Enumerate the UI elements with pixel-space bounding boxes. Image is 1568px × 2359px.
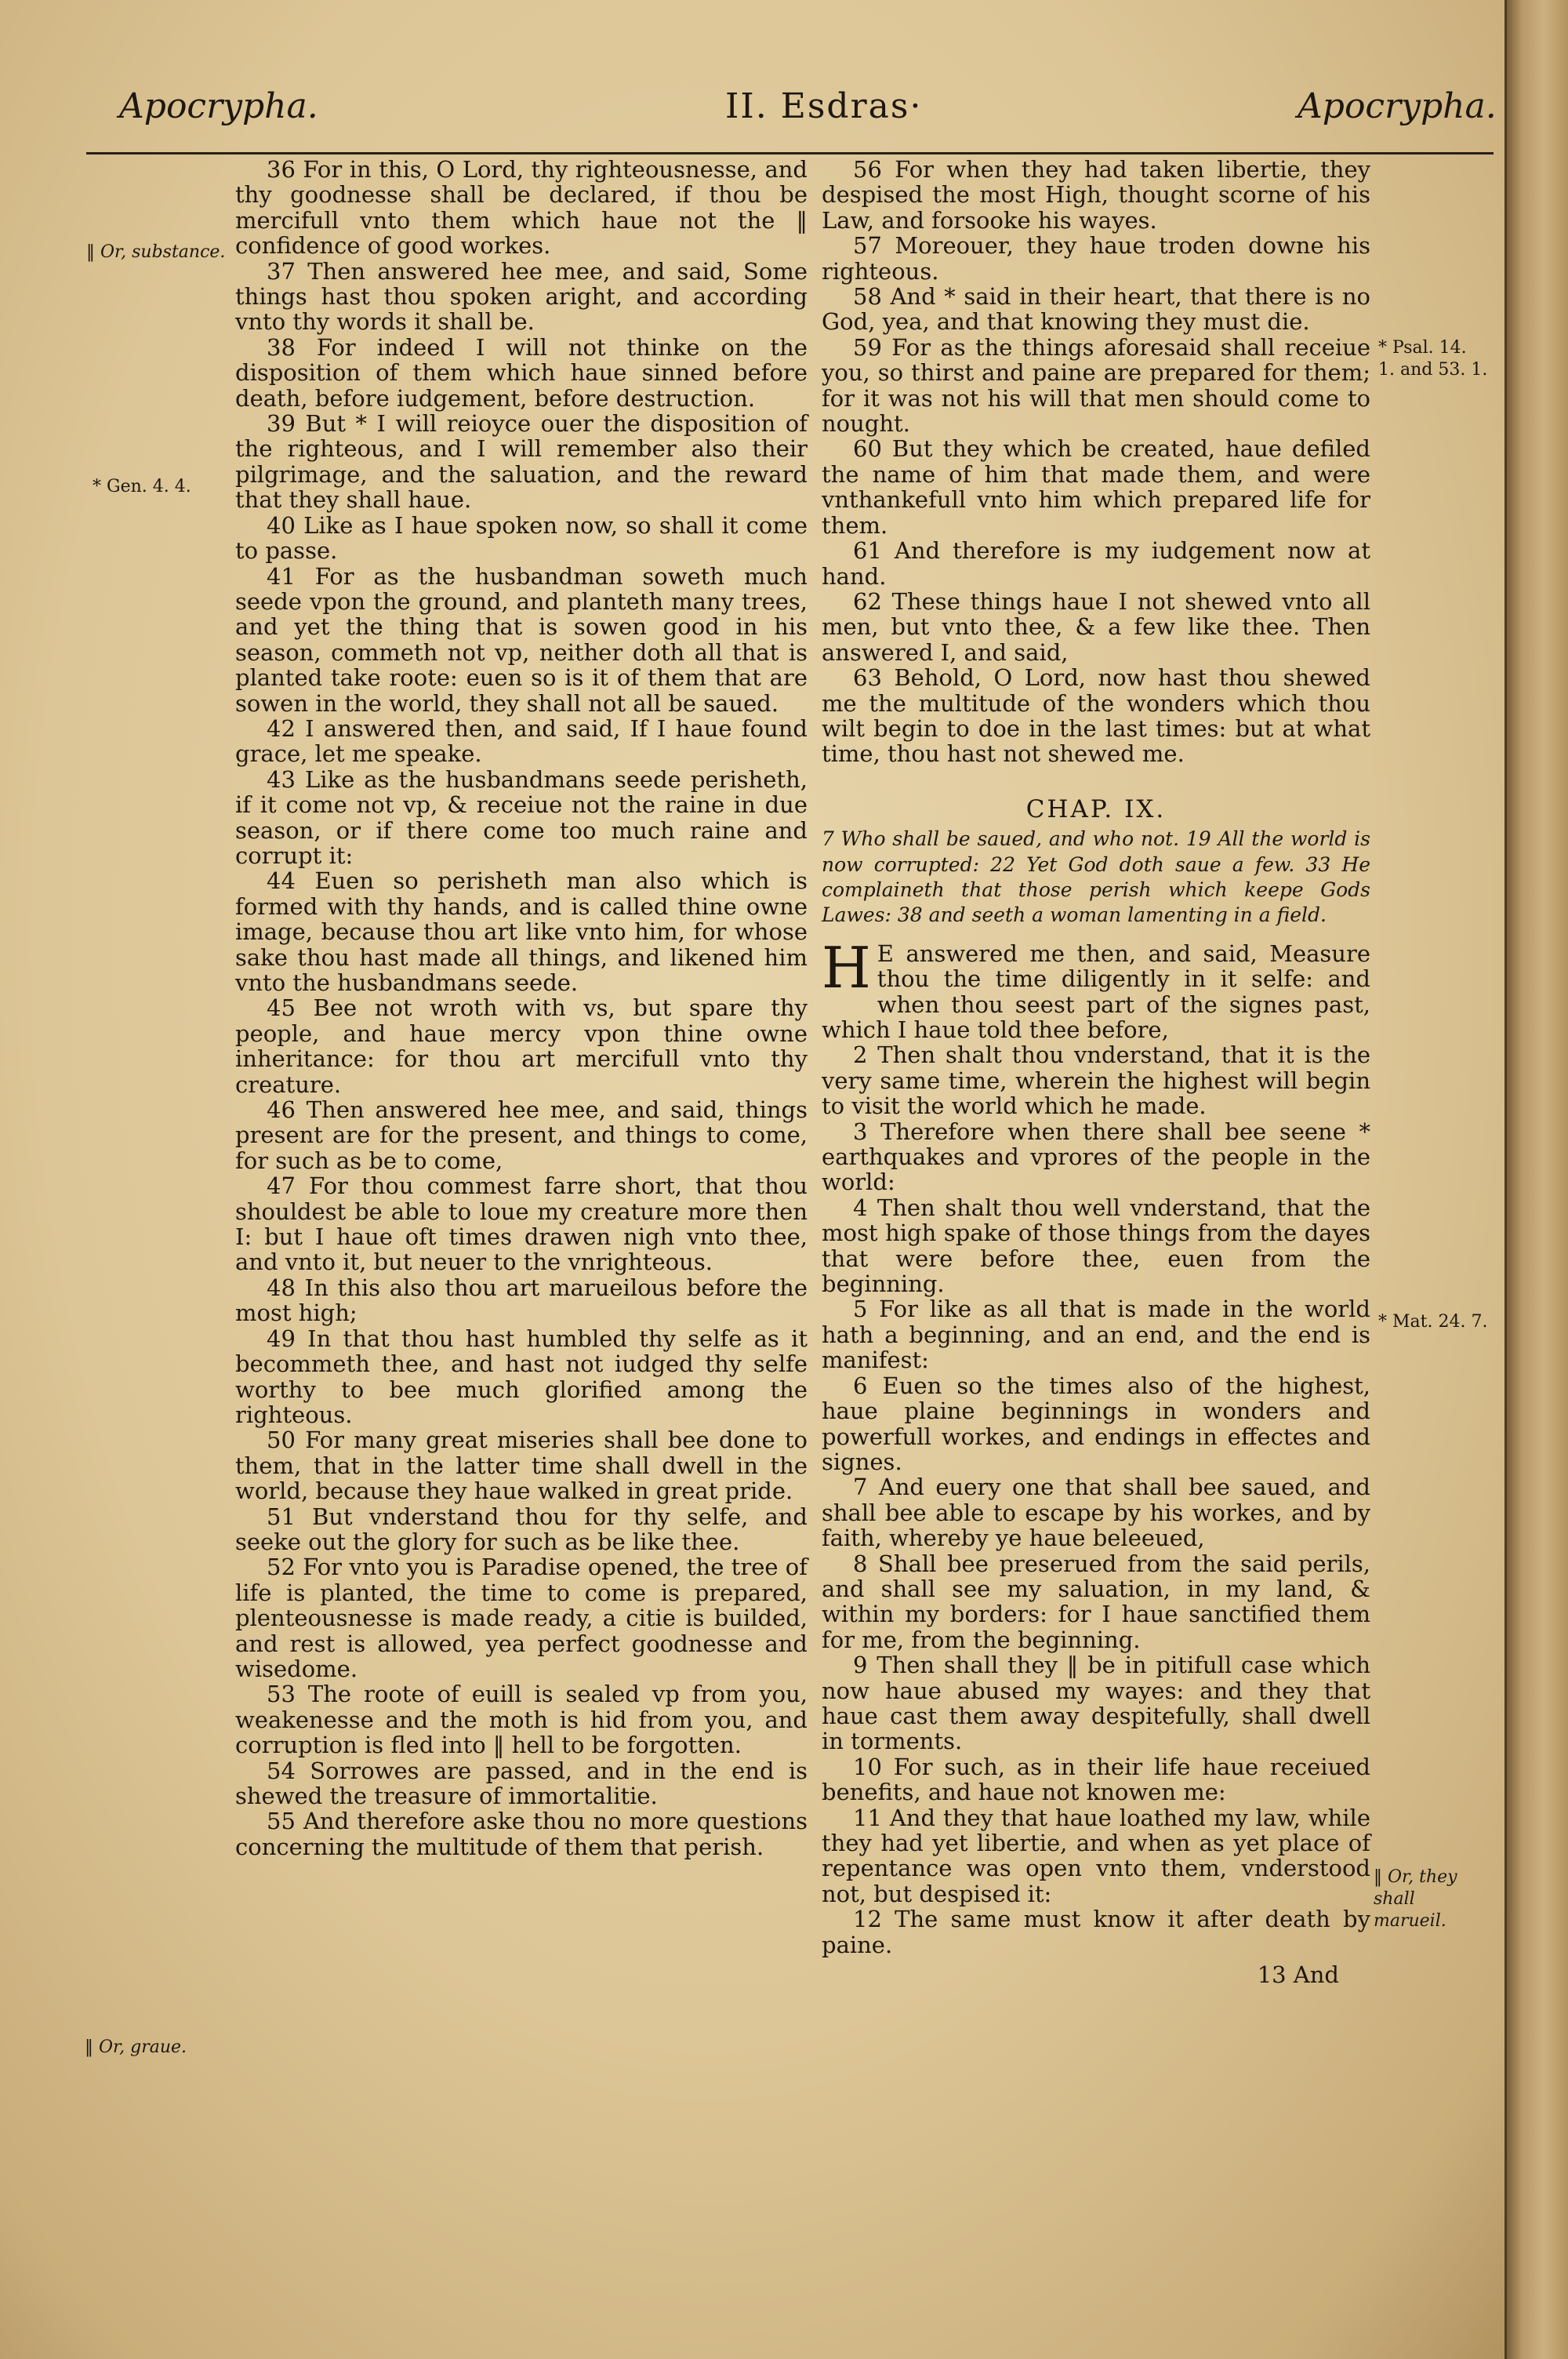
verse: 41 For as the husbandman soweth much seede vpon the ground, and planteth many trees, and yet the thing that is sowen good in his season, commeth not vp, neither doth all that is planted take roote: euen so is it of them that are sowen in the world, they shall not all be saued. bbox=[235, 562, 808, 717]
verse: 10 For such, as in their life haue receiued benefits, and haue not knowen me: bbox=[822, 1753, 1370, 1806]
margin-note-marueil: ‖ Or, they shall marueil. bbox=[1374, 1867, 1457, 1931]
running-header-title: II. Esdras· bbox=[725, 86, 923, 126]
verse: 44 Euen so perisheth man also which is formed with thy hands, and is called thine owne image, because thou art like vnto him, for whose sake thou hast made all things, and likened him vnto the husbandmans seede. bbox=[235, 867, 808, 996]
verse: 55 And therefore aske thou no more questions concerning the multitude of them that perish. bbox=[235, 1808, 808, 1860]
verse: 47 For thou commest farre short, that thou shouldest be able to loue my creature more then I: but I haue oft times drawen nigh vnto thee, and vnto it, but neuer to the vnrighteous. bbox=[235, 1172, 808, 1276]
opening-text: E answered me then, and said, Measure thou the time diligently in it selfe: and when thou seest part of the signes past, which I haue told thee before, bbox=[822, 940, 1370, 1043]
verse: 11 And they that haue loathed my law, while they had yet libertie, and when as yet place of repentance was open vnto them, vnderstood not, but despised it: bbox=[822, 1804, 1370, 1907]
verse: 61 And therefore is my iudgement now at hand. bbox=[822, 537, 1370, 590]
verse: 5 For like as all that is made in the world hath a beginning, and an end, and the end is manifest: bbox=[822, 1296, 1370, 1374]
verse: 49 In that thou hast humbled thy selfe as it becommeth thee, and hast not iudged thy selfe worthy to bee much glorified among the righteous. bbox=[235, 1325, 808, 1428]
verse: 37 Then answered hee mee, and said, Some things hast thou spoken aright, and according vnto thy words it shall be. bbox=[235, 257, 808, 336]
verse: 7 And euery one that shall bee saued, and shall bee able to escape by his workes, and by faith, whereby ye haue beleeued, bbox=[822, 1474, 1370, 1552]
verse: 46 Then answered hee mee, and said, things present are for the present, and things to come, for such as be to come, bbox=[235, 1096, 808, 1174]
verse: 50 For many great miseries shall bee done to them, that in the latter time shall dwell in the world, because they haue walked in great pride. bbox=[235, 1427, 808, 1505]
chapter-summary: 7 Who shall be saued, and who not. 19 All the world is now corrupted: 22 Yet God doth saue a few. 33 He complaineth that those perish which keepe Gods Lawes: 38 and seeth a woman lamenting in a field. bbox=[822, 827, 1370, 927]
margin-note-mat: * Mat. 24. 7. bbox=[1378, 1312, 1488, 1332]
verse: 36 For in this, O Lord, thy righteousnesse, and thy goodnesse shall be declared, if thou be mercifull vnto them which haue not the ‖ confidence of good workes. bbox=[235, 156, 808, 260]
verse: 52 For vnto you is Paradise opened, the tree of life is planted, the time to come is prepared, plenteousnesse is made ready, a citie is builded, and rest is allowed, yea perfect goodnesse and wisedome. bbox=[235, 1554, 808, 1682]
catchword: 13 And bbox=[1257, 1961, 1339, 1989]
right-column bbox=[822, 157, 1370, 1987]
verse: 53 The roote of euill is sealed vp from you, weakenesse and the moth is hid from you, and corruption is fled into ‖ hell to be forgotten. bbox=[235, 1681, 808, 1759]
header-rule bbox=[86, 152, 1494, 154]
verse: 6 Euen so the times also of the highest, haue plaine beginnings in wonders and powerfull workes, and endings in effectes and signes. bbox=[822, 1372, 1370, 1475]
verse: 45 Bee not wroth with vs, but spare thy people, and haue mercy vpon thine owne inheritance: for thou art mercifull vnto thy creature. bbox=[235, 994, 808, 1098]
left-column bbox=[235, 157, 808, 1859]
drop-cap: H bbox=[822, 934, 871, 1001]
verse: 38 For indeed I will not thinke on the disposition of them which haue sinned before death, before iudgement, before destruction. bbox=[235, 333, 808, 412]
verse: 2 Then shalt thou vnderstand, that it is the very same time, wherein the highest will begin to visit the world which he made. bbox=[822, 1041, 1370, 1120]
margin-note-gen: * Gen. 4. 4. bbox=[93, 477, 191, 496]
verse: 56 For when they had taken libertie, they despised the most High, thought scorne of his Law, and forsooke his wayes. bbox=[822, 156, 1370, 234]
verse: 63 Behold, O Lord, now hast thou shewed me the multitude of the wonders which thou wilt begin to doe in the last times: but at what time, thou hast not shewed me. bbox=[822, 664, 1370, 768]
verse: 4 Then shalt thou well vnderstand, that the most high spake of those things from the dayes that were before thee, euen from the beginning. bbox=[822, 1194, 1370, 1298]
verse: 43 Like as the husbandmans seede perisheth, if it come not vp, & receiue not the raine in due season, or if there come too much raine and corrupt it: bbox=[235, 765, 808, 869]
verse: 57 Moreouer, they haue troden downe his righteous. bbox=[822, 232, 1370, 285]
verse: 9 Then shall they ‖ be in pitifull case which now haue abused my wayes: and they that haue cast them away despitefully, shall dwell in torments. bbox=[822, 1652, 1370, 1755]
verse: 54 Sorrowes are passed, and in the end is shewed the treasure of immortalitie. bbox=[235, 1757, 808, 1809]
chapter-heading: CHAP. IX. bbox=[1025, 794, 1167, 823]
verse: 62 These things haue I not shewed vnto all men, but vnto thee, & a few like thee. Then answered I, and said, bbox=[822, 587, 1370, 666]
verse: 3 Therefore when there shall bee seene * earthquakes and vprores of the people in the world: bbox=[822, 1118, 1370, 1196]
margin-note-graue: ‖ Or, graue. bbox=[85, 2037, 187, 2057]
verse: 48 In this also thou art marueilous before the most high; bbox=[235, 1274, 808, 1327]
verse: 39 But * I will reioyce ouer the disposition of the righteous, and I will remember also their pilgrimage, and the saluation, and the reward that they shall haue. bbox=[235, 410, 808, 514]
margin-note-substance: ‖ Or, substance. bbox=[86, 242, 226, 262]
verse: 59 For as the things aforesaid shall receiue you, so thirst and paine are prepared for them; for it was not his will that men should come to nought. bbox=[822, 333, 1370, 438]
facing-page-edge bbox=[1504, 0, 1568, 2359]
verse: 58 And * said in their heart, that there is no God, yea, and that knowing they must die. bbox=[822, 283, 1370, 336]
running-header-right: Apocrypha. bbox=[1298, 86, 1497, 126]
verse: 12 The same must know it after death by paine. bbox=[822, 1906, 1370, 1958]
running-header-left: Apocrypha. bbox=[119, 86, 318, 126]
margin-note-psal: * Psal. 14. 1. and 53. 1. bbox=[1378, 338, 1488, 380]
chapter-opening bbox=[822, 934, 1370, 1043]
verse: 42 I answered then, and said, If I haue found grace, let me speake. bbox=[235, 714, 808, 768]
verse: 8 Shall bee preserued from the said perils, and shall see my saluation, in my land, & within my borders: for I haue sanctified them for me, from the beginning. bbox=[822, 1550, 1370, 1653]
verse: 51 But vnderstand thou for thy selfe, and seeke out the glory for such as be like thee. bbox=[235, 1503, 808, 1555]
verse: 40 Like as I haue spoken now, so shall it come to passe. bbox=[235, 511, 808, 565]
verse: 60 But they which be created, haue defiled the name of him that made them, and were vnthankefull vnto him which prepared life for them. bbox=[822, 435, 1370, 539]
